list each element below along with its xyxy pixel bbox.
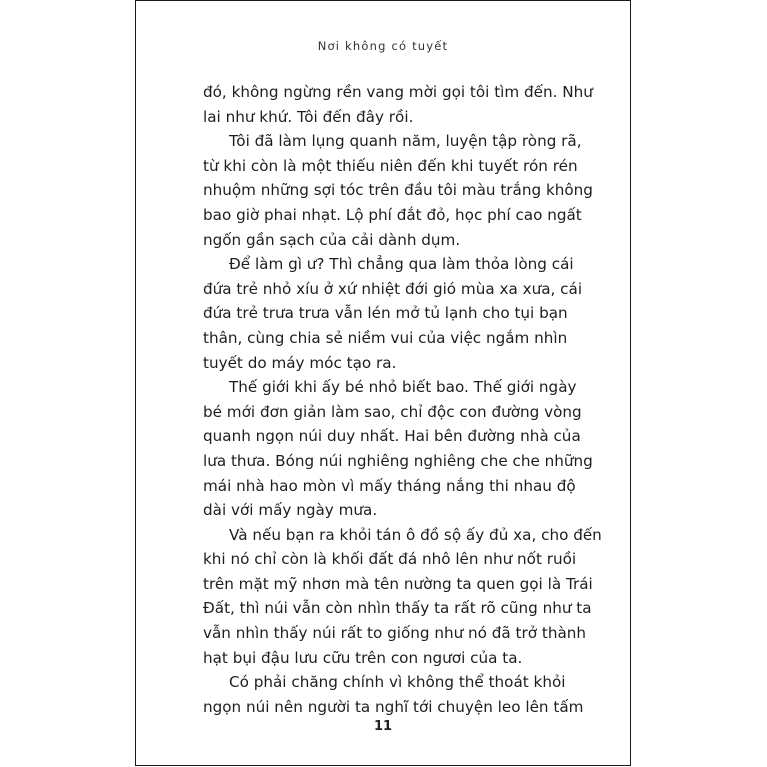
- text-line: Và nếu bạn ra khỏi tán ô đồ sộ ấy đủ xa, cho đến: [229, 525, 602, 544]
- text-line: nhuộm những sợi tóc trên đầu tôi màu trắng không: [203, 181, 593, 200]
- text-line: lưa thưa. Bóng núi nghiêng nghiêng che che những: [203, 451, 593, 470]
- text-line: tuyết do máy móc tạo ra.: [203, 353, 397, 372]
- text-line: đứa trẻ nhỏ xíu ở xứ nhiệt đới gió mùa xa xưa, cái: [203, 279, 583, 298]
- text-line: Có phải chăng chính vì không thể thoát khỏi: [229, 673, 566, 692]
- text-line: Để làm gì ư? Thì chẳng qua làm thỏa lòng cái: [229, 255, 574, 274]
- text-line: hạt bụi đậu lưu cữu trên con ngươi của ta.: [203, 648, 523, 667]
- text-line: ngọn núi nên người ta nghĩ tới chuyện leo lên tấm: [203, 697, 584, 716]
- text-line: bao giờ phai nhạt. Lộ phí đắt đỏ, học phí cao ngất: [203, 205, 582, 224]
- text-line: Thế giới khi ấy bé nhỏ biết bao. Thế giới ngày: [229, 378, 577, 397]
- text-line: Đất, thì núi vẫn còn nhìn thấy ta rất rõ cũng như ta: [203, 599, 592, 618]
- text-line: khi nó chỉ còn là khối đất đá nhô lên như nốt ruồi: [203, 550, 577, 569]
- running-header: Nơi không có tuyết: [317, 39, 449, 53]
- text-line: thân, cùng chia sẻ niềm vui của việc ngắm nhìn: [203, 328, 568, 347]
- text-line: bé mới đơn giản làm sao, chỉ độc con đường vòng: [203, 402, 582, 421]
- text-line: đứa trẻ trưa trưa vẫn lén mở tủ lạnh cho tụi bạn: [203, 304, 568, 323]
- text-line: lai như khứ. Tôi đến đây rồi.: [203, 107, 414, 126]
- text-line: ngốn gần sạch của cải dành dụm.: [203, 230, 461, 249]
- book-page: [135, 0, 631, 766]
- text-line: Tôi đã làm lụng quanh năm, luyện tập ròng rã,: [229, 132, 582, 151]
- text-line: quanh ngọn núi duy nhất. Hai bên đường nhà của: [203, 427, 581, 446]
- text-line: từ khi còn là một thiếu niên đến khi tuyết rón rén: [203, 156, 578, 175]
- page-number: 11: [373, 719, 393, 734]
- text-line: đó, không ngừng rền vang mời gọi tôi tìm đến. Như: [203, 83, 593, 101]
- text-line: dài với mấy ngày mưa.: [203, 501, 378, 520]
- text-line: trên mặt mỹ nhơn mà tên nường ta quen gọi là Trái: [203, 574, 593, 593]
- body-text: [203, 80, 602, 719]
- text-line: vẫn nhìn thấy núi rất to giống như nó đã trở thành: [203, 624, 587, 643]
- text-line: mái nhà hao mòn vì mấy tháng nắng thi nhau độ: [203, 476, 576, 495]
